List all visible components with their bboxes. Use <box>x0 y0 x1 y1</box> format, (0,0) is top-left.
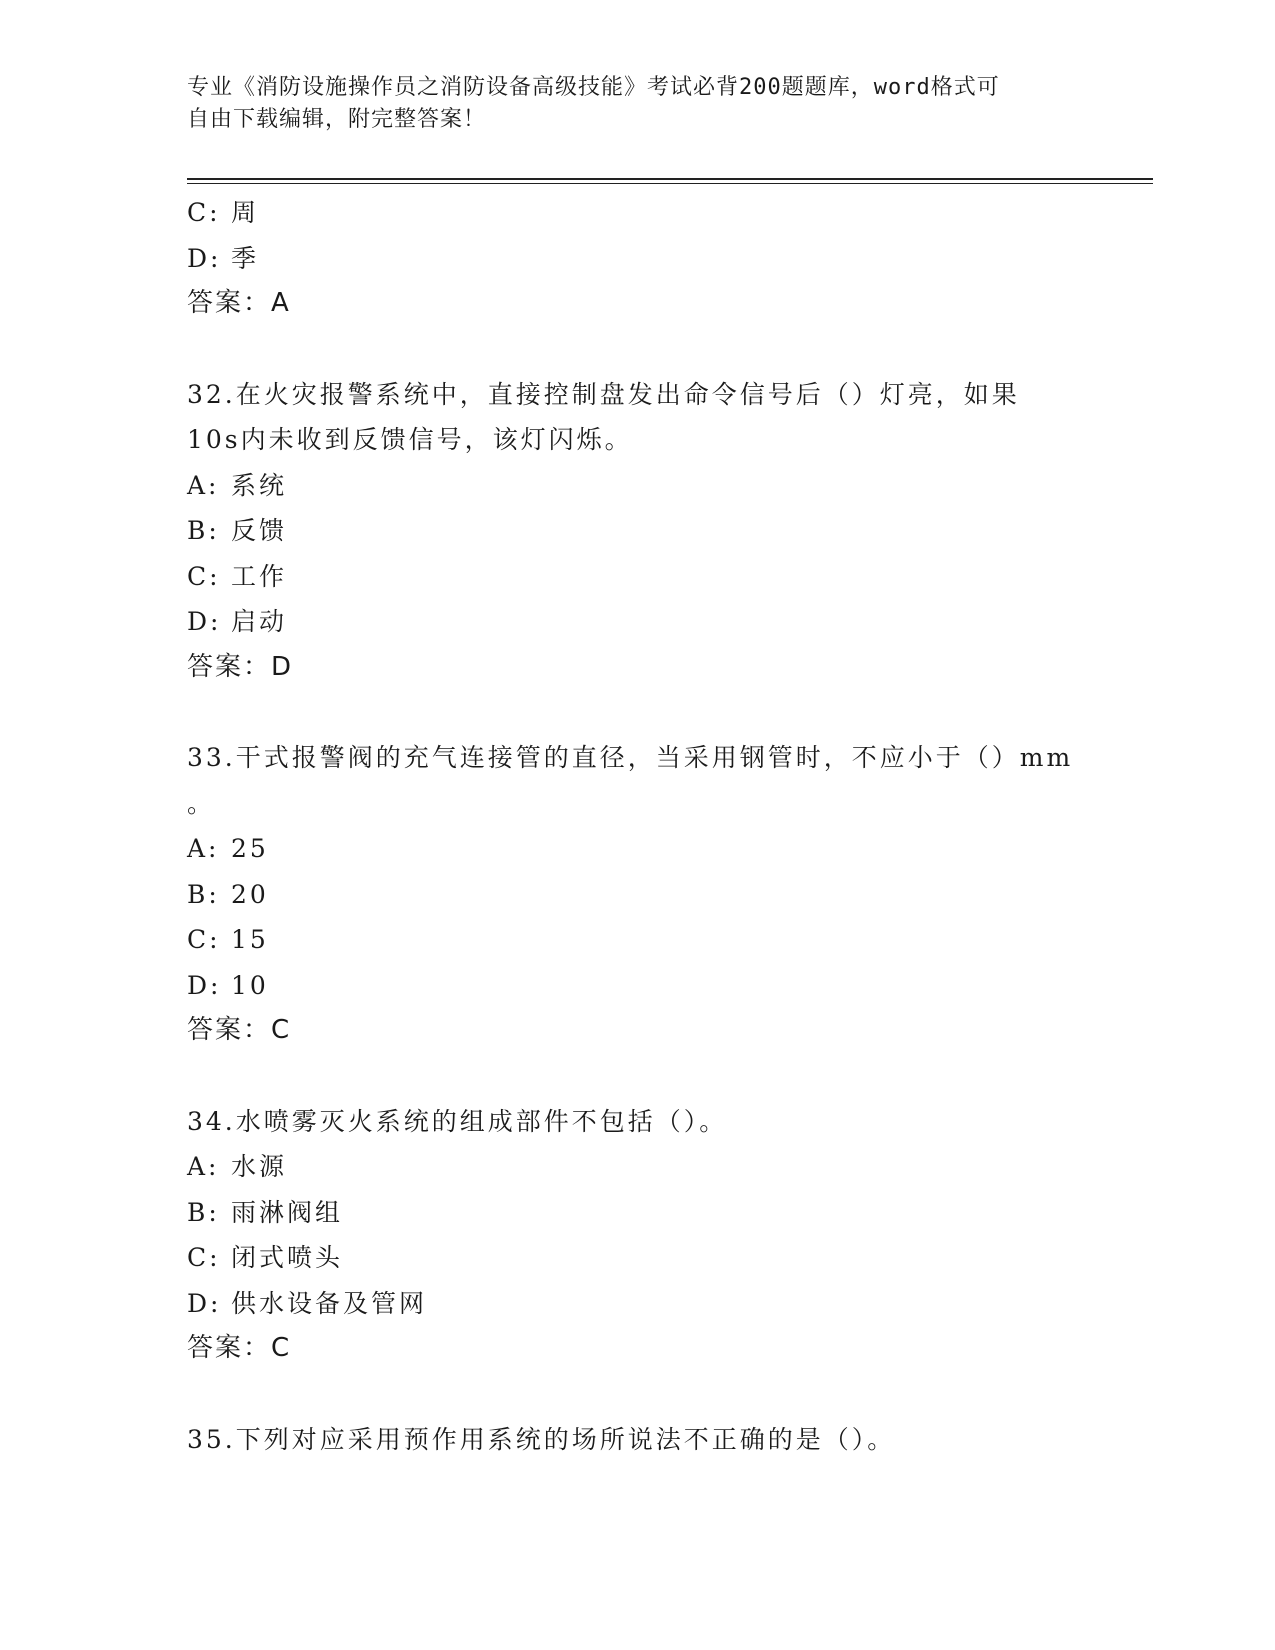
option-text: 水源 <box>231 1152 288 1181</box>
option-letter: D: <box>187 243 222 273</box>
question-block <box>187 735 1087 1054</box>
question-block <box>187 1099 1087 1372</box>
option-item <box>187 554 1087 600</box>
option-text: 供水设备及管网 <box>231 1288 428 1318</box>
option-letter: D: <box>187 607 222 636</box>
question-block <box>187 1417 1087 1463</box>
option-item <box>187 1281 1087 1327</box>
option-letter: D: <box>187 970 222 1000</box>
option-item <box>187 1235 1087 1281</box>
option-text: 周 <box>231 198 260 227</box>
option-letter: C: <box>187 925 221 954</box>
question-text: 10s内未收到反馈信号，该灯闪烁。 <box>187 425 633 454</box>
option-letter: A: <box>187 834 220 863</box>
option-item <box>187 872 1087 918</box>
header-line-2: 自由下载编辑，附完整答案！ <box>187 107 487 132</box>
option-letter: B: <box>187 516 220 545</box>
option-letter: A: <box>187 1152 220 1181</box>
option-text: 25 <box>231 834 269 863</box>
option-item <box>187 236 1087 282</box>
header-rule <box>187 178 1153 180</box>
question-text: 。 <box>187 788 216 818</box>
option-item <box>187 1190 1087 1236</box>
option-text: 季 <box>231 243 260 273</box>
option-text: 10 <box>231 970 269 1000</box>
option-item <box>187 963 1087 1009</box>
question-list <box>187 190 1087 1462</box>
option-text: 20 <box>231 879 269 909</box>
question-text: 34.水喷雾灭火系统的组成部件不包括（）。 <box>187 1106 728 1136</box>
option-item <box>187 463 1087 509</box>
block-spacer <box>187 690 1087 735</box>
option-text: 雨淋阀组 <box>231 1197 344 1227</box>
option-letter: B: <box>187 879 220 909</box>
answer-line: 答案：A <box>187 288 291 318</box>
option-item <box>187 190 1087 236</box>
header-rule-thin <box>187 183 1153 184</box>
option-text: 工作 <box>231 561 288 591</box>
option-item <box>187 508 1087 554</box>
header-line-1: 专业《消防设施操作员之消防设备高级技能》考试必背200题题库，word格式可 <box>187 75 1000 100</box>
option-text: 反馈 <box>231 516 288 545</box>
option-text: 15 <box>231 925 269 954</box>
option-letter: C: <box>187 198 221 227</box>
option-text: 闭式喷头 <box>231 1243 344 1272</box>
block-spacer <box>187 327 1087 372</box>
option-letter: C: <box>187 561 221 591</box>
option-item <box>187 599 1087 645</box>
question-text: 33.干式报警阀的充气连接管的直径，当采用钢管时，不应小于（）mm <box>187 743 1074 772</box>
option-letter: C: <box>187 1243 221 1272</box>
option-item <box>187 917 1087 963</box>
option-item <box>187 1144 1087 1190</box>
answer-line: 答案：C <box>187 1015 292 1045</box>
option-text: 系统 <box>231 470 288 500</box>
block-spacer <box>187 1372 1087 1417</box>
option-letter: B: <box>187 1197 220 1227</box>
answer-line: 答案：C <box>187 1333 292 1363</box>
question-text: 32.在火灾报警系统中，直接控制盘发出命令信号后（）灯亮，如果 <box>187 379 1020 409</box>
block-spacer <box>187 1054 1087 1099</box>
option-letter: D: <box>187 1288 222 1318</box>
option-text: 启动 <box>231 607 288 636</box>
option-letter: A: <box>187 470 220 500</box>
option-item <box>187 826 1087 872</box>
question-block <box>187 190 1087 327</box>
question-block <box>187 372 1087 691</box>
answer-line: 答案：D <box>187 651 294 682</box>
page-header <box>187 72 1087 136</box>
question-text: 35.下列对应采用预作用系统的场所说法不正确的是（）。 <box>187 1424 896 1454</box>
